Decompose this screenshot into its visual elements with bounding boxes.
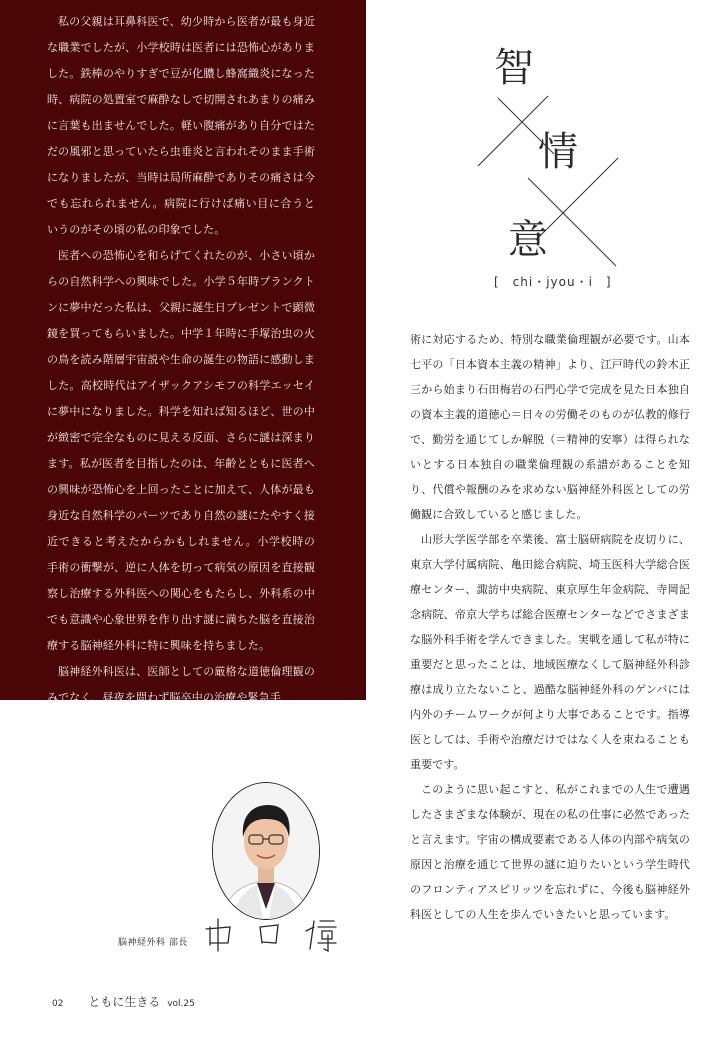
title-kanji-chi: 智 [494, 45, 534, 91]
right-paragraph-1: 術に対応するため、特別な職業倫理観が必要です。山本七平の「日本資本主義の精神」より、江戸時代の鈴木正三から始まり石田梅岩の石門心学で完成を見た日本独自の資本主義的道徳心＝日々の労働そのものが仏教的修行で、勤労を通じてしか解脱（＝精神的安寧）は得られないとする日本独自の職業倫理観の系譜があることを知り、代償や報酬のみを求めない脳神経外科医としての労働観に合致していると感じました。 [410, 333, 690, 521]
page-number: 02 [52, 999, 64, 1009]
left-dark-panel [0, 0, 366, 704]
author-title-caption: 脳神経外科 部長 [118, 938, 188, 948]
magazine-volume: vol.25 [167, 999, 195, 1009]
author-avatar-drawing [213, 783, 319, 919]
page-footer [52, 993, 195, 1010]
title-kanji-jyou: 情 [538, 129, 578, 175]
left-paragraph-3: 脳神経外科医は、医師としての厳格な道徳倫理観のみでなく、昼夜を問わず脳卒中の治療や緊急手 [47, 665, 315, 704]
right-article-column [410, 327, 690, 927]
left-article-column [47, 9, 315, 711]
left-paragraph-2: 医者への恐怖心を和らげてくれたのが、小さい頃からの自然科学への興味でした。小学５年時プランクトンに夢中だった私は、父親に誕生日プレゼントで顕微鏡を買ってもらいました。中学１年時に手塚治虫の火の鳥を読み階層宇宙説や生命の誕生の物語に感動しました。高校時代はアイザックアシモフの科学エッセイに夢中になりました。科学を知れば知るほど、世の中が緻密で完全なものに見える反面、さらに謎は深まります。私が医者を目指したのは、年齢とともに医者への興味が恐怖心を上回ったことに加えて、人体が最も身近な自然科学のパーツであり自然の謎にたやすく接近できると考えたからかもしれません。小学校時の手術の衝撃が、逆に人体を切って病気の原因を直接観察し治療する外科医への関心をもたらし、外科系の中でも意識や心象世界を作り出す謎に満ちた脳を直接治療する脳神経外科に特に興味を持ちました。 [47, 249, 315, 652]
author-signature [202, 915, 342, 953]
right-paragraph-2: 山形大学医学部を卒業後、富士脳研病院を皮切りに、東京大学付属病院、亀田総合病院、埼玉医科大学総合医療センター、諏訪中央病院、東京厚生年金病院、寺岡記念病院、帝京大学ちば総合医療センターなどでさまざまな脳外科手術を学んできました。実戦を通して私が特に重要だと思ったことは、地域医療なくして脳神経外科診療は成り立たないこと、過酷な脳神経外科のゲンバには内外のチームワークが何より大事であることです。指導医としては、手術や治療だけではなく人を束ねることも重要です。 [410, 533, 690, 771]
right-paragraph-3: このように思い起こすと、私がこれまでの人生で遭遇したさまざまな体験が、現在の私の仕事に必然であったと言えます。宇宙の構成要素である人体の内部や病気の原因と治療を通じて世界の謎に迫りたいという学生時代のフロンティアスピリッツを忘れずに、今後も脳神経外科医としての人生を歩んでいきたいと思っています。 [410, 783, 690, 921]
author-portrait [212, 782, 320, 920]
left-paragraph-1: 私の父親は耳鼻科医で、幼少時から医者が最も身近な職業でしたが、小学校時は医者には恐怖心がありました。鉄棒のやりすぎで豆が化膿し蜂窩織炎になった時、病院の処置室で麻酔なしで切開されあまりの痛みに言葉も出ませんでした。軽い腹痛があり自分ではただの風邪と思っていたら虫垂炎と言われそのまま手術になりましたが、当時は局所麻酔でありその痛さは今でも忘れられません。病院に行けば痛い目に合うというのがその頃の私の印象でした。 [47, 15, 315, 236]
magazine-title: ともに生きる [88, 995, 161, 1009]
title-kanji-i: 意 [508, 217, 548, 263]
title-block [458, 40, 638, 300]
title-reading: [ chi・jyou・i ] [494, 275, 612, 289]
